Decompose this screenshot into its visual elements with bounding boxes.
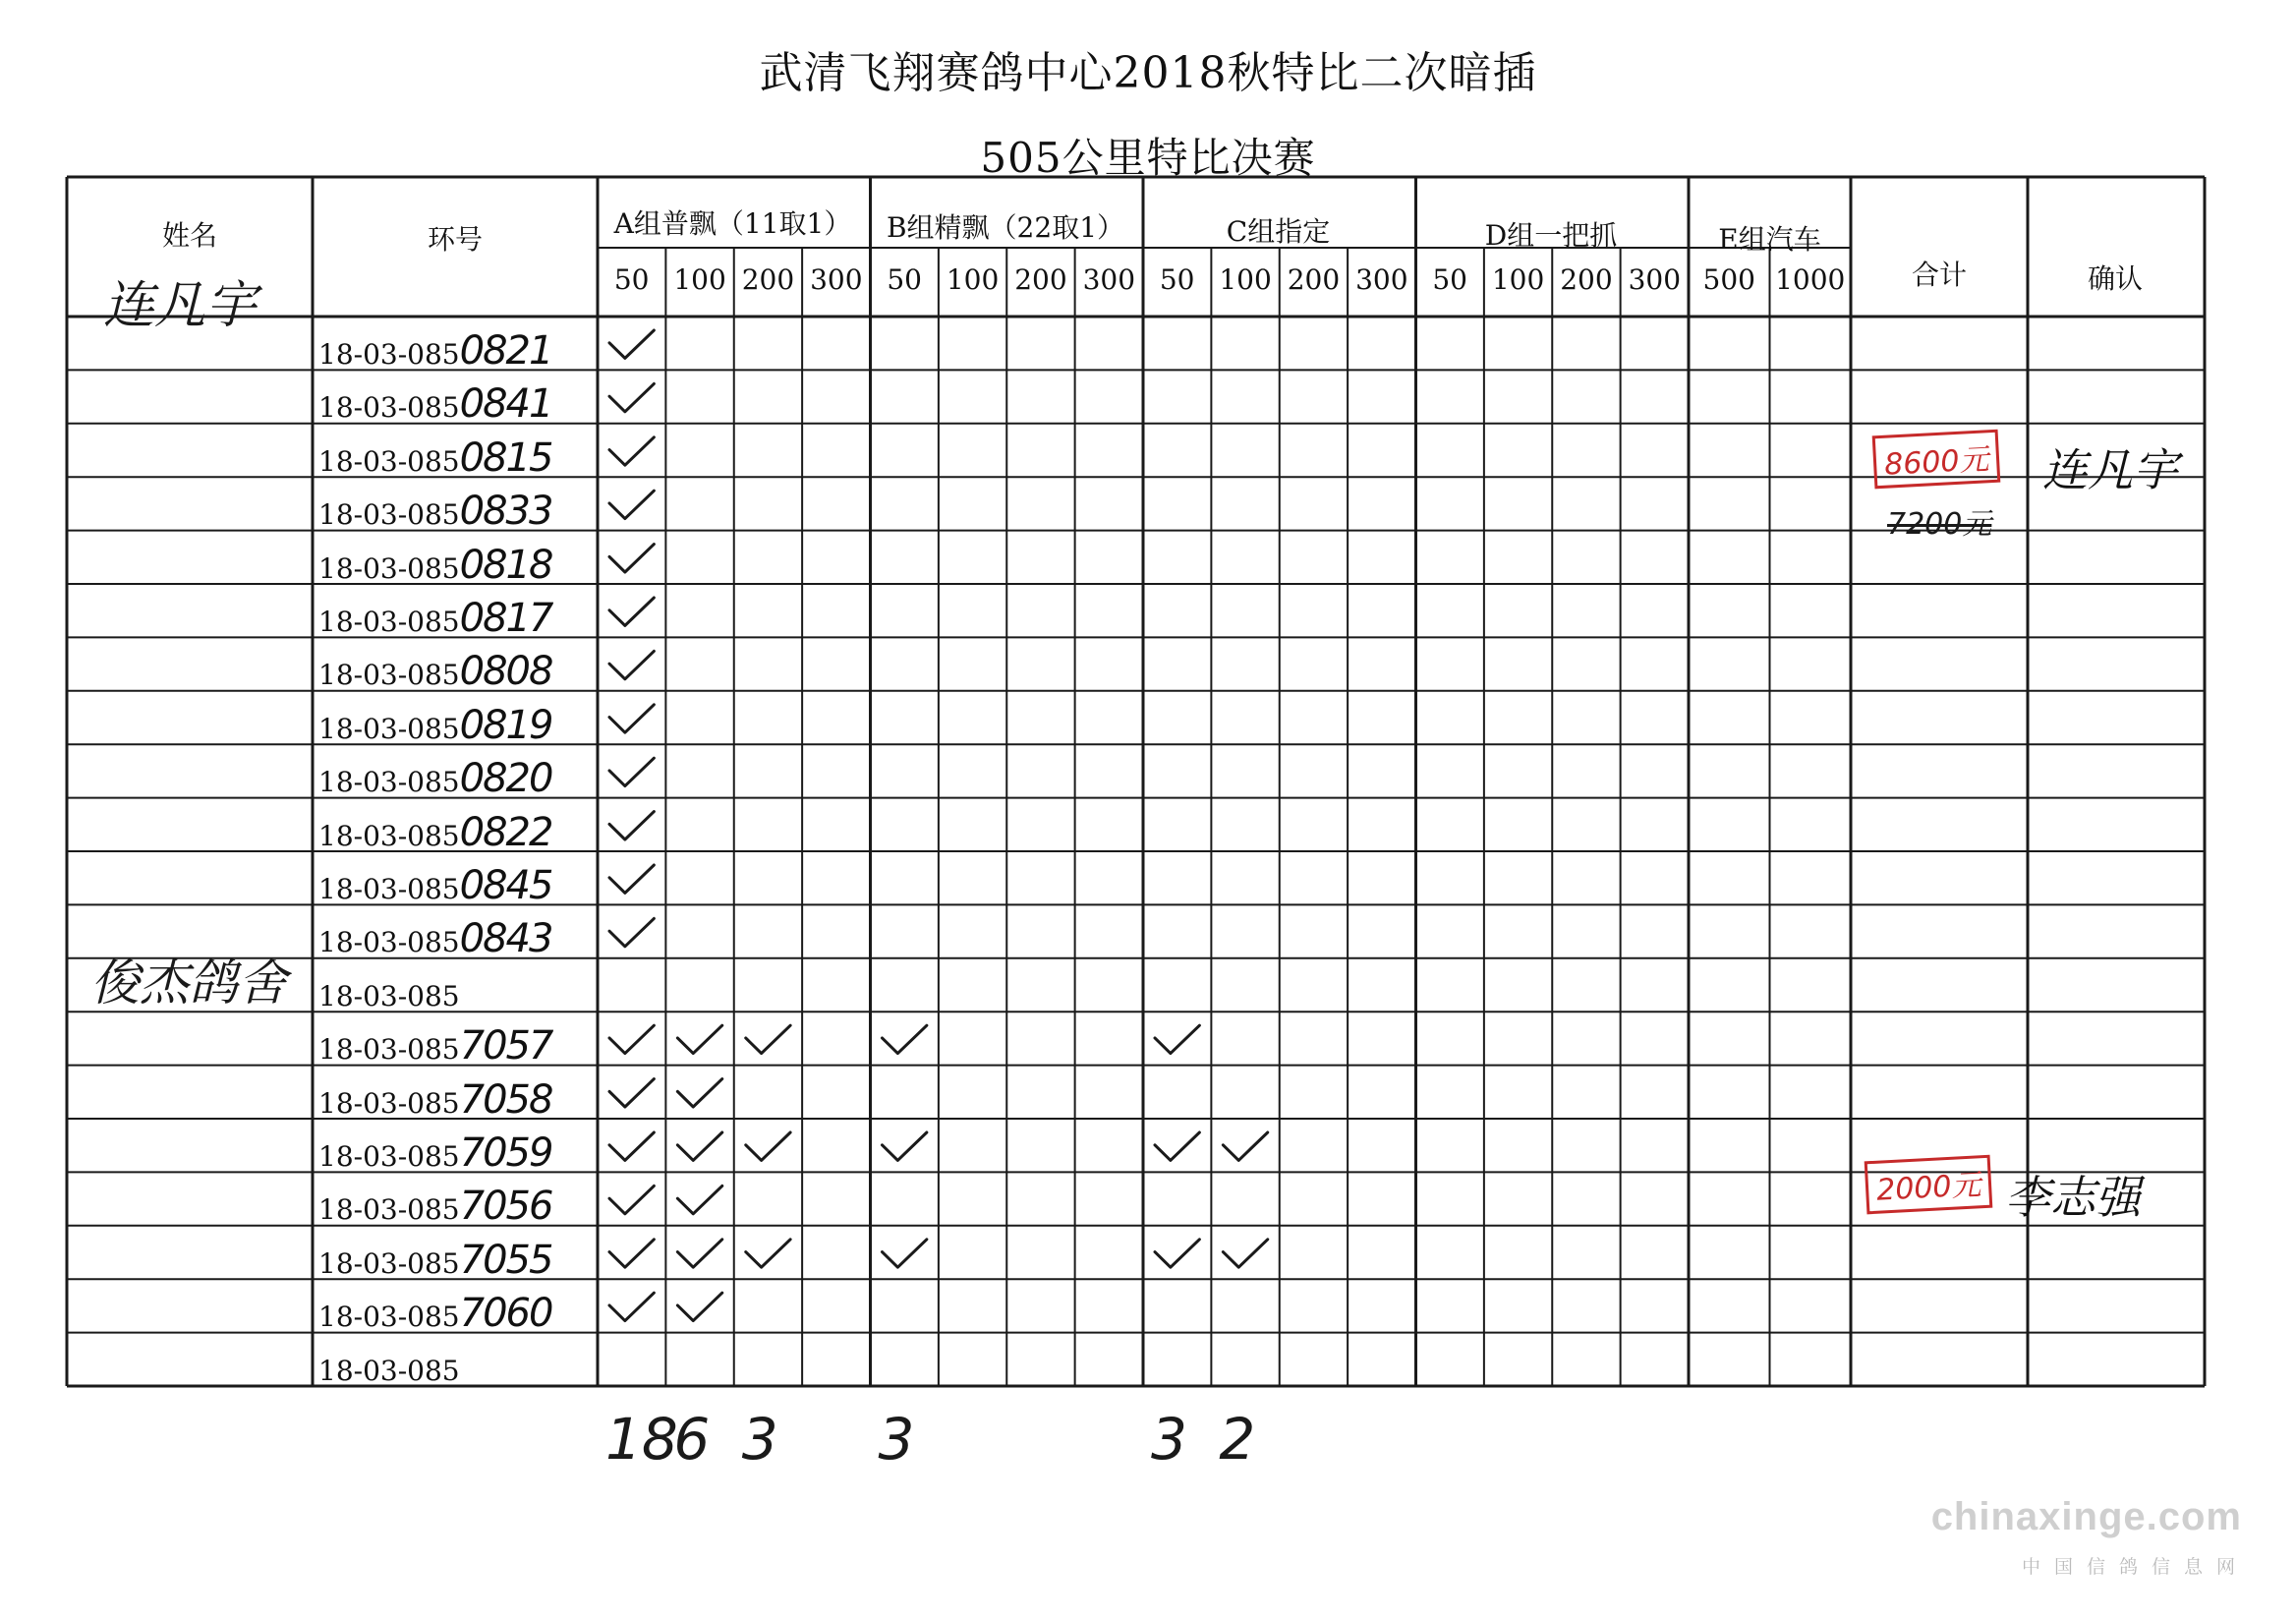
column-total: 2 bbox=[1219, 1406, 1256, 1473]
check-mark bbox=[1223, 1240, 1267, 1267]
ring-prefix: 18-03-085 bbox=[318, 498, 460, 532]
payment-note-1: 7200元 bbox=[1887, 507, 1992, 542]
check-mark bbox=[609, 330, 654, 358]
check-mark bbox=[1155, 1240, 1199, 1267]
ring-suffix: 7056 bbox=[459, 1184, 552, 1230]
check-mark bbox=[609, 812, 654, 839]
distance-subheader: 300 bbox=[810, 263, 863, 296]
confirm-signature-2: 李志强 bbox=[2005, 1171, 2141, 1224]
ring-suffix: 7059 bbox=[459, 1130, 552, 1176]
header-total: 合计 bbox=[1911, 259, 1967, 291]
distance-subheader: 100 bbox=[1491, 263, 1545, 296]
distance-subheader: 200 bbox=[1287, 263, 1341, 296]
distance-subheader: 300 bbox=[1628, 263, 1682, 296]
check-mark bbox=[609, 1186, 654, 1213]
check-mark bbox=[609, 758, 654, 785]
check-mark bbox=[609, 598, 654, 625]
column-total: 3 bbox=[741, 1406, 778, 1473]
distance-subheader: 50 bbox=[887, 263, 922, 296]
check-mark bbox=[746, 1240, 790, 1267]
check-mark bbox=[746, 1025, 790, 1053]
ring-suffix: 7060 bbox=[459, 1291, 552, 1337]
check-mark bbox=[609, 1293, 654, 1320]
distance-subheader: 50 bbox=[1432, 263, 1467, 296]
check-mark bbox=[609, 651, 654, 678]
distance-subheader: 500 bbox=[1702, 263, 1755, 296]
check-mark bbox=[677, 1132, 721, 1160]
ring-prefix: 18-03-085 bbox=[318, 766, 460, 799]
distance-subheader: 100 bbox=[673, 263, 726, 296]
ring-prefix: 18-03-085 bbox=[318, 712, 460, 745]
ring-suffix: 0819 bbox=[459, 702, 552, 748]
check-mark bbox=[609, 383, 654, 411]
column-total: 3 bbox=[878, 1406, 915, 1473]
check-mark bbox=[1155, 1025, 1199, 1053]
check-mark bbox=[746, 1132, 790, 1160]
owner-name-1: 连凡宇 bbox=[103, 276, 258, 335]
ring-prefix: 18-03-085 bbox=[318, 659, 460, 692]
ring-prefix: 18-03-085 bbox=[318, 391, 460, 425]
ring-prefix: 18-03-085 bbox=[318, 1033, 460, 1067]
document-title: 武清飞翔赛鸽中心2018秋特比二次暗插 bbox=[759, 48, 1537, 98]
check-mark bbox=[609, 491, 654, 518]
distance-subheader: 50 bbox=[1159, 263, 1195, 296]
distance-subheader: 100 bbox=[946, 263, 1000, 296]
check-mark bbox=[609, 1079, 654, 1107]
check-mark bbox=[677, 1186, 721, 1213]
column-total: 18 bbox=[605, 1406, 678, 1473]
check-mark bbox=[609, 545, 654, 572]
ring-suffix: 0843 bbox=[459, 916, 552, 962]
check-mark bbox=[677, 1240, 721, 1267]
watermark-site: chinaxinge.com bbox=[1930, 1495, 2242, 1538]
ring-prefix: 18-03-085 bbox=[318, 926, 460, 959]
ring-suffix: 0818 bbox=[459, 542, 552, 588]
check-mark bbox=[609, 865, 654, 893]
ring-suffix: 0815 bbox=[459, 434, 552, 481]
check-mark bbox=[609, 437, 654, 465]
check-mark bbox=[609, 1240, 654, 1267]
ring-prefix: 18-03-085 bbox=[318, 1140, 460, 1173]
ring-prefix: 18-03-085 bbox=[318, 819, 460, 852]
check-mark bbox=[609, 1025, 654, 1053]
ring-suffix: 0845 bbox=[459, 863, 552, 908]
header-group-b: B组精飘（22取1） bbox=[886, 211, 1125, 244]
column-total: 3 bbox=[1151, 1406, 1187, 1473]
header-ring: 环号 bbox=[427, 223, 483, 256]
ring-prefix: 18-03-085 bbox=[318, 338, 460, 371]
ring-prefix: 18-03-085 bbox=[318, 606, 460, 638]
watermark-subtitle: 中国信鸽信息网 bbox=[2021, 1557, 2249, 1578]
ring-prefix: 18-03-085 bbox=[318, 1354, 460, 1387]
payment-stamp-2: 2000元 bbox=[1865, 1155, 1993, 1215]
ring-prefix: 18-03-085 bbox=[318, 1246, 460, 1280]
check-mark bbox=[609, 705, 654, 732]
column-total: 6 bbox=[673, 1406, 711, 1473]
check-mark bbox=[1223, 1132, 1267, 1160]
header-name: 姓名 bbox=[161, 219, 217, 252]
header-group-c: C组指定 bbox=[1226, 215, 1331, 248]
ring-suffix: 0821 bbox=[459, 328, 552, 374]
ring-suffix: 0822 bbox=[459, 809, 552, 855]
ring-prefix: 18-03-085 bbox=[318, 1301, 460, 1334]
owner-name-2: 俊杰鸽舍 bbox=[90, 955, 287, 1012]
check-mark bbox=[609, 918, 654, 946]
header-group-e: E组汽车 bbox=[1718, 223, 1821, 256]
header-group-a: A组普飘（11取1） bbox=[613, 207, 852, 240]
ring-suffix: 0808 bbox=[459, 649, 552, 695]
confirm-signature-1: 连凡宇 bbox=[2042, 443, 2178, 496]
ring-prefix: 18-03-085 bbox=[318, 979, 460, 1012]
ring-suffix: 0817 bbox=[459, 596, 552, 641]
distance-subheader: 100 bbox=[1219, 263, 1272, 296]
ring-prefix: 18-03-085 bbox=[318, 1193, 460, 1227]
distance-subheader: 200 bbox=[1560, 263, 1613, 296]
check-mark bbox=[609, 1132, 654, 1160]
ring-prefix: 18-03-085 bbox=[318, 1086, 460, 1120]
ring-suffix: 0820 bbox=[459, 756, 552, 802]
distance-subheader: 50 bbox=[613, 263, 650, 296]
distance-subheader: 200 bbox=[1014, 263, 1067, 296]
check-mark bbox=[677, 1293, 721, 1320]
ring-suffix: 0841 bbox=[459, 381, 552, 428]
check-mark bbox=[677, 1079, 721, 1107]
document-subtitle: 505公里特比决赛 bbox=[980, 134, 1316, 182]
check-mark bbox=[883, 1240, 927, 1267]
ring-prefix: 18-03-085 bbox=[318, 444, 460, 478]
check-mark bbox=[1155, 1132, 1199, 1160]
ring-suffix: 0833 bbox=[459, 489, 552, 535]
distance-subheader: 300 bbox=[1355, 263, 1408, 296]
check-mark bbox=[883, 1025, 927, 1053]
ring-suffix: 7057 bbox=[459, 1023, 552, 1070]
header-confirm: 确认 bbox=[2087, 262, 2143, 295]
payment-stamp-1: 8600元 bbox=[1872, 430, 2001, 490]
distance-subheader: 200 bbox=[741, 263, 795, 296]
distance-subheader: 1000 bbox=[1775, 263, 1846, 296]
distance-subheader: 300 bbox=[1082, 263, 1136, 296]
ring-suffix: 7055 bbox=[459, 1237, 552, 1283]
header-group-d: D组一把抓 bbox=[1484, 219, 1618, 252]
ring-prefix: 18-03-085 bbox=[318, 873, 460, 905]
check-mark bbox=[677, 1025, 721, 1053]
ring-prefix: 18-03-085 bbox=[318, 551, 460, 585]
check-mark bbox=[883, 1132, 927, 1160]
ring-suffix: 7058 bbox=[459, 1076, 552, 1123]
